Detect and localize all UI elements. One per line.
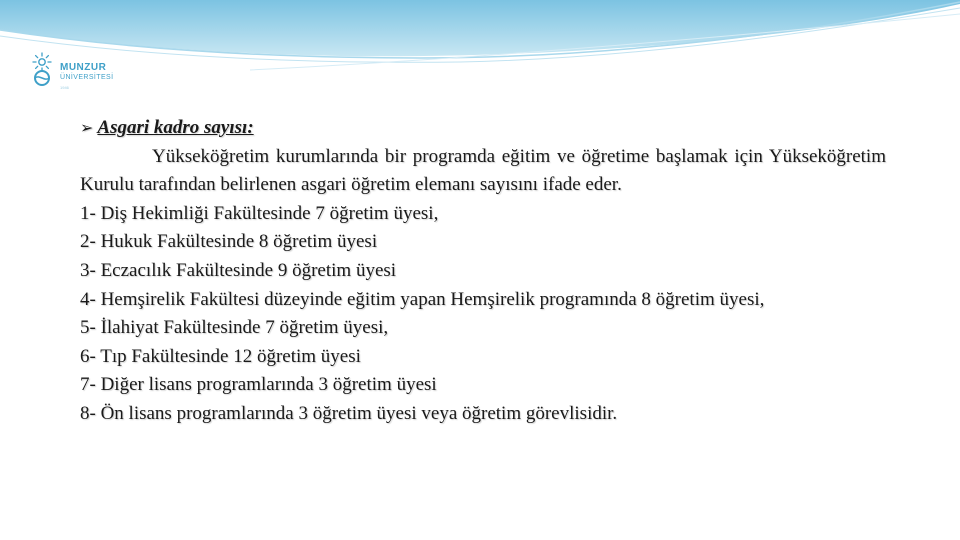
slide-content — [80, 114, 886, 429]
slide-heading — [80, 114, 886, 143]
list-item: 7- Diğer lisans programlarında 3 öğretim üyesi — [80, 374, 437, 396]
header-wave-decoration — [0, 0, 960, 90]
intro-paragraph: Yükseköğretim kurumlarında bir programda eğitim ve öğretime başlamak için Yükseköğretim Kurulu tarafından belirlenen asgari öğretim elemanı sayısını ifade eder. — [80, 145, 886, 196]
university-logo — [30, 50, 120, 94]
list-item: 2- Hukuk Fakültesinde 8 öğretim üyesi — [80, 231, 378, 253]
list-item: 5- İlahiyat Fakültesinde 7 öğretim üyesi, — [80, 317, 389, 339]
logo-emblem-icon — [30, 50, 60, 90]
list-item: 1- Diş Hekimliği Fakültesinde 7 öğretim üyesi, — [80, 202, 439, 224]
logo-tiny-text: 1946 — [60, 85, 69, 90]
list-item: 3- Eczacılık Fakültesinde 9 öğretim üyesi — [80, 259, 397, 281]
list-item: 8- Ön lisans programlarında 3 öğretim üyesi veya öğretim görevlisidir. — [80, 402, 618, 424]
logo-subtitle: ÜNİVERSİTESİ — [60, 74, 114, 81]
staff-list — [80, 200, 886, 429]
heading-text: Asgari kadro sayısı: — [97, 117, 254, 138]
arrow-bullet-icon: ➢ — [80, 118, 94, 137]
logo-name: MUNZUR — [60, 62, 107, 73]
list-item: 6- Tıp Fakültesinde 12 öğretim üyesi — [80, 345, 361, 367]
list-item: 4- Hemşirelik Fakültesi düzeyinde eğitim yapan Hemşirelik programında 8 öğretim üyesi, — [80, 288, 765, 310]
